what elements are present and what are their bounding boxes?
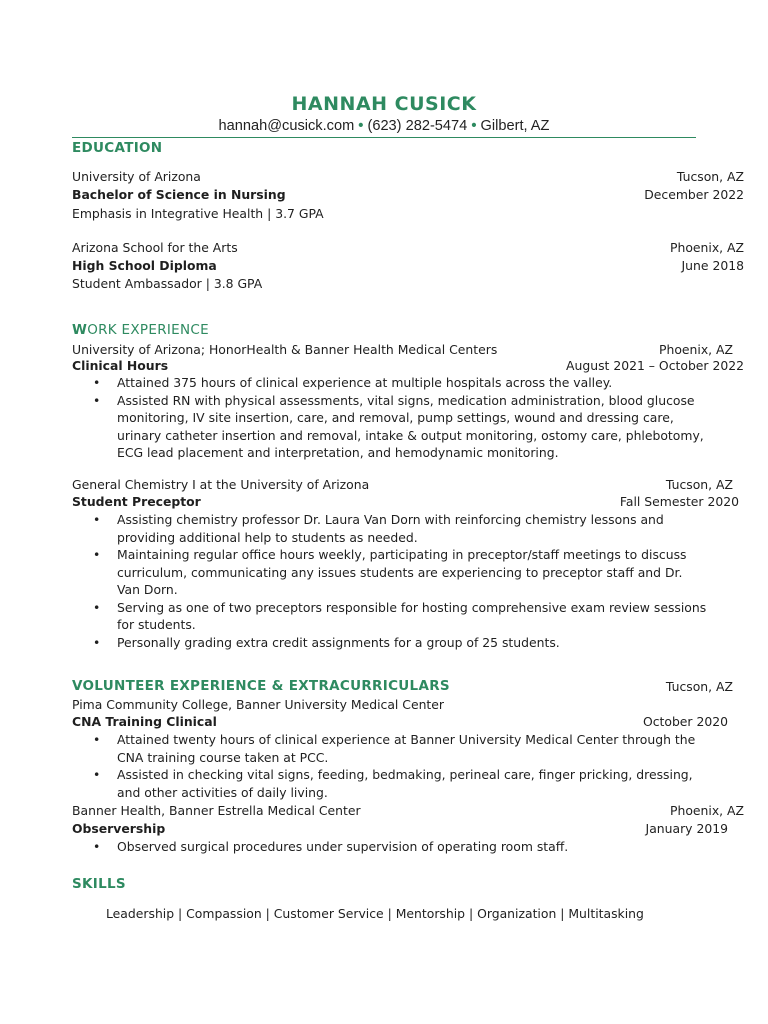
work-role: Student Preceptor (72, 494, 201, 509)
work-location: Phoenix, AZ (659, 342, 733, 357)
volunteer-location: Phoenix, AZ (670, 803, 744, 818)
volunteer-date: October 2020 (642, 714, 728, 729)
contact-line (0, 118, 768, 134)
work-org: University of Arizona; HonorHealth & Banner Health Medical Centers (72, 342, 498, 357)
work-date: August 2021 – October 2022 (566, 358, 744, 373)
candidate-name: HANNAH CUSICK (291, 93, 477, 115)
work-heading-rest: ORK EXPERIENCE (87, 322, 209, 338)
volunteer-bullets (88, 731, 708, 801)
volunteer-role: CNA Training Clinical (72, 714, 217, 729)
bullet-item: • Assisting chemistry professor Dr. Laura Van Dorn with reinforcing chemistry lessons and providing additional help to students as needed. (88, 511, 708, 546)
volunteer-bullets (88, 838, 708, 856)
edu-date: June 2018 (681, 258, 744, 273)
volunteer-date: January 2019 (645, 821, 728, 836)
location-text: Gilbert, AZ (480, 118, 550, 134)
separator-dot: • (358, 118, 364, 134)
work-bullets (88, 374, 708, 462)
education-heading: EDUCATION (72, 140, 163, 156)
skills-heading: SKILLS (72, 876, 126, 892)
email-text: hannah@cusick.com (218, 118, 355, 134)
skills-list: Leadership | Compassion | Customer Service | Mentorship | Organization | Multitasking (106, 906, 644, 921)
edu-location: Tucson, AZ (676, 169, 744, 184)
bullet-item: • Assisted RN with physical assessments, vital signs, medication administration, blood glucose monitoring, IV site insertion, care, and removal, pump settings, wound and dressing care, urinary catheter insertion and removal, intake & output monitoring, ostomy care, phlebotomy, ECG lead placement and interpretation, and hemodynamic monitoring. (88, 392, 708, 462)
work-bullets (88, 511, 708, 651)
work-heading (72, 322, 209, 338)
edu-date: December 2022 (644, 187, 744, 202)
phone-text: (623) 282-5474 (367, 118, 468, 134)
edu-detail: Student Ambassador | 3.8 GPA (72, 276, 263, 291)
work-role: Clinical Hours (72, 358, 169, 373)
separator-dot: • (471, 118, 477, 134)
work-date: Fall Semester 2020 (619, 494, 739, 509)
volunteer-org: Pima Community College, Banner University Medical Center (72, 697, 445, 712)
edu-location: Phoenix, AZ (670, 240, 744, 255)
edu-school: University of Arizona (72, 169, 201, 184)
bullet-item: • Attained twenty hours of clinical experience at Banner University Medical Center through the CNA training course taken at PCC. (88, 731, 708, 766)
bullet-item: • Personally grading extra credit assignments for a group of 25 students. (88, 634, 708, 652)
volunteer-org: Banner Health, Banner Estrella Medical Center (72, 803, 361, 818)
work-org: General Chemistry I at the University of Arizona (72, 477, 370, 492)
bullet-item: • Assisted in checking vital signs, feeding, bedmaking, perineal care, finger pricking, dressing, and other activities of daily living. (88, 766, 708, 801)
volunteer-role: Observership (72, 821, 166, 836)
edu-detail: Emphasis in Integrative Health | 3.7 GPA (72, 206, 324, 221)
volunteer-heading: VOLUNTEER EXPERIENCE & EXTRACURRICULARS (72, 678, 450, 694)
edu-degree: Bachelor of Science in Nursing (72, 187, 286, 202)
volunteer-location: Tucson, AZ (665, 679, 733, 694)
edu-degree: High School Diploma (72, 258, 217, 273)
bullet-item: • Maintaining regular office hours weekly, participating in preceptor/staff meetings to discuss curriculum, communicating any issues students are experiencing to preceptor staff and Dr. Van Dorn. (88, 546, 708, 599)
edu-school: Arizona School for the Arts (72, 240, 238, 255)
bullet-item: • Attained 375 hours of clinical experience at multiple hospitals across the valley. (88, 374, 708, 392)
bullet-item: • Observed surgical procedures under supervision of operating room staff. (88, 838, 708, 856)
work-location: Tucson, AZ (665, 477, 733, 492)
header-divider (72, 137, 696, 138)
bullet-item: • Serving as one of two preceptors responsible for hosting comprehensive exam review sessions for students. (88, 599, 708, 634)
work-heading-initial: W (72, 322, 88, 338)
